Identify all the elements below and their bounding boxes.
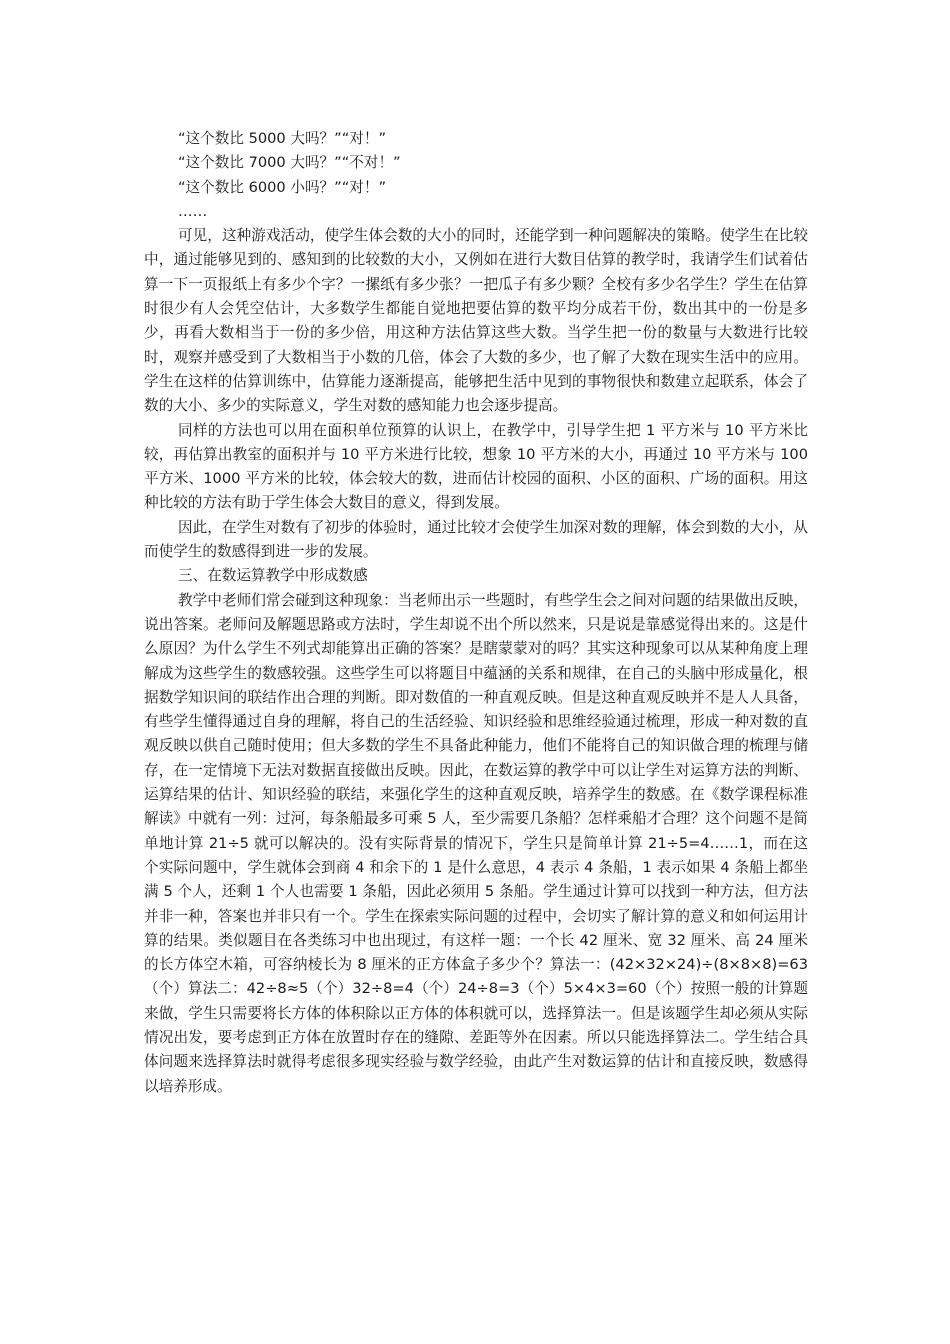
paragraph-area-units: 同样的方法也可以用在面积单位预算的认识上，在教学中，引导学生把 1 平方米与 10 平方米比较，再估算出教室的面积并与 10 平方米进行比较，想象 10 平方米的大小，再通过 10 平方米与 100 平方米、1000 平方米的比较，体会较大的数，进而估计校园的面积、小区的面积、广场的面积。用这种比较的方法有助于学生体会大数目的意义，得到发展。 [144, 421, 808, 512]
paragraph-estimation-game: 可见，这种游戏活动，使学生体会数的大小的同时，还能学到一种问题解决的策略。使学生在比较中，通过能够见到的、感知到的比较数的大小，又例如在进行大数目估算的教学时，我请学生们试着估算一下一页报纸上有多少个字？一摞纸有多少张？一把瓜子有多少颗？全校有多少名学生？学生在估算时很少有人会凭空估计，大多数学生都能自觉地把要估算的数平均分成若干份，数出其中的一份是多少，再看大数相当于一份的多少倍，用这种方法估算这些大数。当学生把一份的数量与大数进行比较时，观察并感受到了大数相当于小数的几倍，体会了大数的多少，也了解了大数在现实生活中的应用。学生在这样的估算训练中，估算能力逐渐提高，能够把生活中见到的事物很快和数建立起联系，体会了数的大小、多少的实际意义，学生对数的感知能力也会逐步提高。 [144, 227, 808, 415]
dialogue-line: “这个数比 5000 大吗？”“对！” [178, 130, 387, 147]
body-text [144, 127, 808, 1099]
paragraph-conclusion: 因此，在学生对数有了初步的体验时，通过比较才会使学生加深对数的理解，体会到数的大小，从而使学生的数感得到进一步的发展。 [144, 518, 808, 561]
dialogue-line: “这个数比 6000 小吗？”“对！” [178, 178, 387, 196]
paragraph-operations: 教学中老师们常会碰到这种现象：当老师出示一些题时，有些学生会之间对问题的结果做出反映，说出答案。老师问及解题思路或方法时，学生却说不出个所以然来，只是说是靠感觉得出来的。这是什么原因？为什么学生不列式却能算出正确的答案？是瞎蒙蒙对的吗？其实这种现象可以从某种角度上理解成为这些学生的数感较强。这些学生可以将题目中蕴涵的关系和规律，在自己的头脑中形成量化，根据数学知识间的联结作出合理的判断。即对数值的一种直观反映。但是这种直观反映并不是人人具备，有些学生懂得通过自身的理解，将自己的生活经验、知识经验和思维经验通过梳理，形成一种对数的直观反映以供自己随时使用；但大多数的学生不具备此种能力，他们不能将自己的知识做合理的梳理与储存，在一定情境下无法对数据直接做出反映。因此，在数运算的教学中可以让学生对运算方法的判断、运算结果的估计、知识经验的联结，来强化学生的这种直观反映，培养学生的数感。在《数学课程标准解读》中就有一列：过河，每条船最多可乘 5 人，至少需要几条船？怎样乘船才合理？这个问题不是简单地计算 21÷5 就可以解决的。没有实际背景的情况下，学生只是简单计算 21÷5=4……1，而在这个实际问题中，学生就体会到商 4 和余下的 1 是什么意思，4 表示 4 条船，1 表示如果 4 条船上都坐满 5 个人，还剩 1 个人也需要 1 条船，因此必须用 5 条船。学生通过计算可以找到一种方法，但方法并非一种，答案也并非只有一个。学生在探索实际问题的过程中，会切实了解计算的意义和如何运用计算的结果。类似题目在各类练习中也出现过，有这样一题：一个长 42 厘米、宽 32 厘米、高 24 厘米的长方体空木箱，可容纳棱长为 8 厘米的正方体盒子多少个？算法一：(42×32×24)÷(8×8×8)=63（个）算法二：42÷8≈5（个）32÷8=4（个）24÷8=3（个）5×4×3=60（个）按照一般的计算题来做，学生只需要将长方体的体积除以正方体的体积就可以，选择算法一。但是该题学生却必须从实际情况出发，要考虑到正方体在放置时存在的缝隙、差距等外在因素。所以只能选择算法二。学生结合具体问题来选择算法时就得考虑很多现实经验与数学经验，由此产生对数运算的估计和直接反映，数感得以培养形成。 [144, 591, 808, 1095]
section-heading: 三、在数运算教学中形成数感 [178, 567, 368, 585]
ellipsis-line: …… [178, 202, 208, 220]
dialogue-line: “这个数比 7000 大吗？”“不对！” [178, 154, 401, 172]
